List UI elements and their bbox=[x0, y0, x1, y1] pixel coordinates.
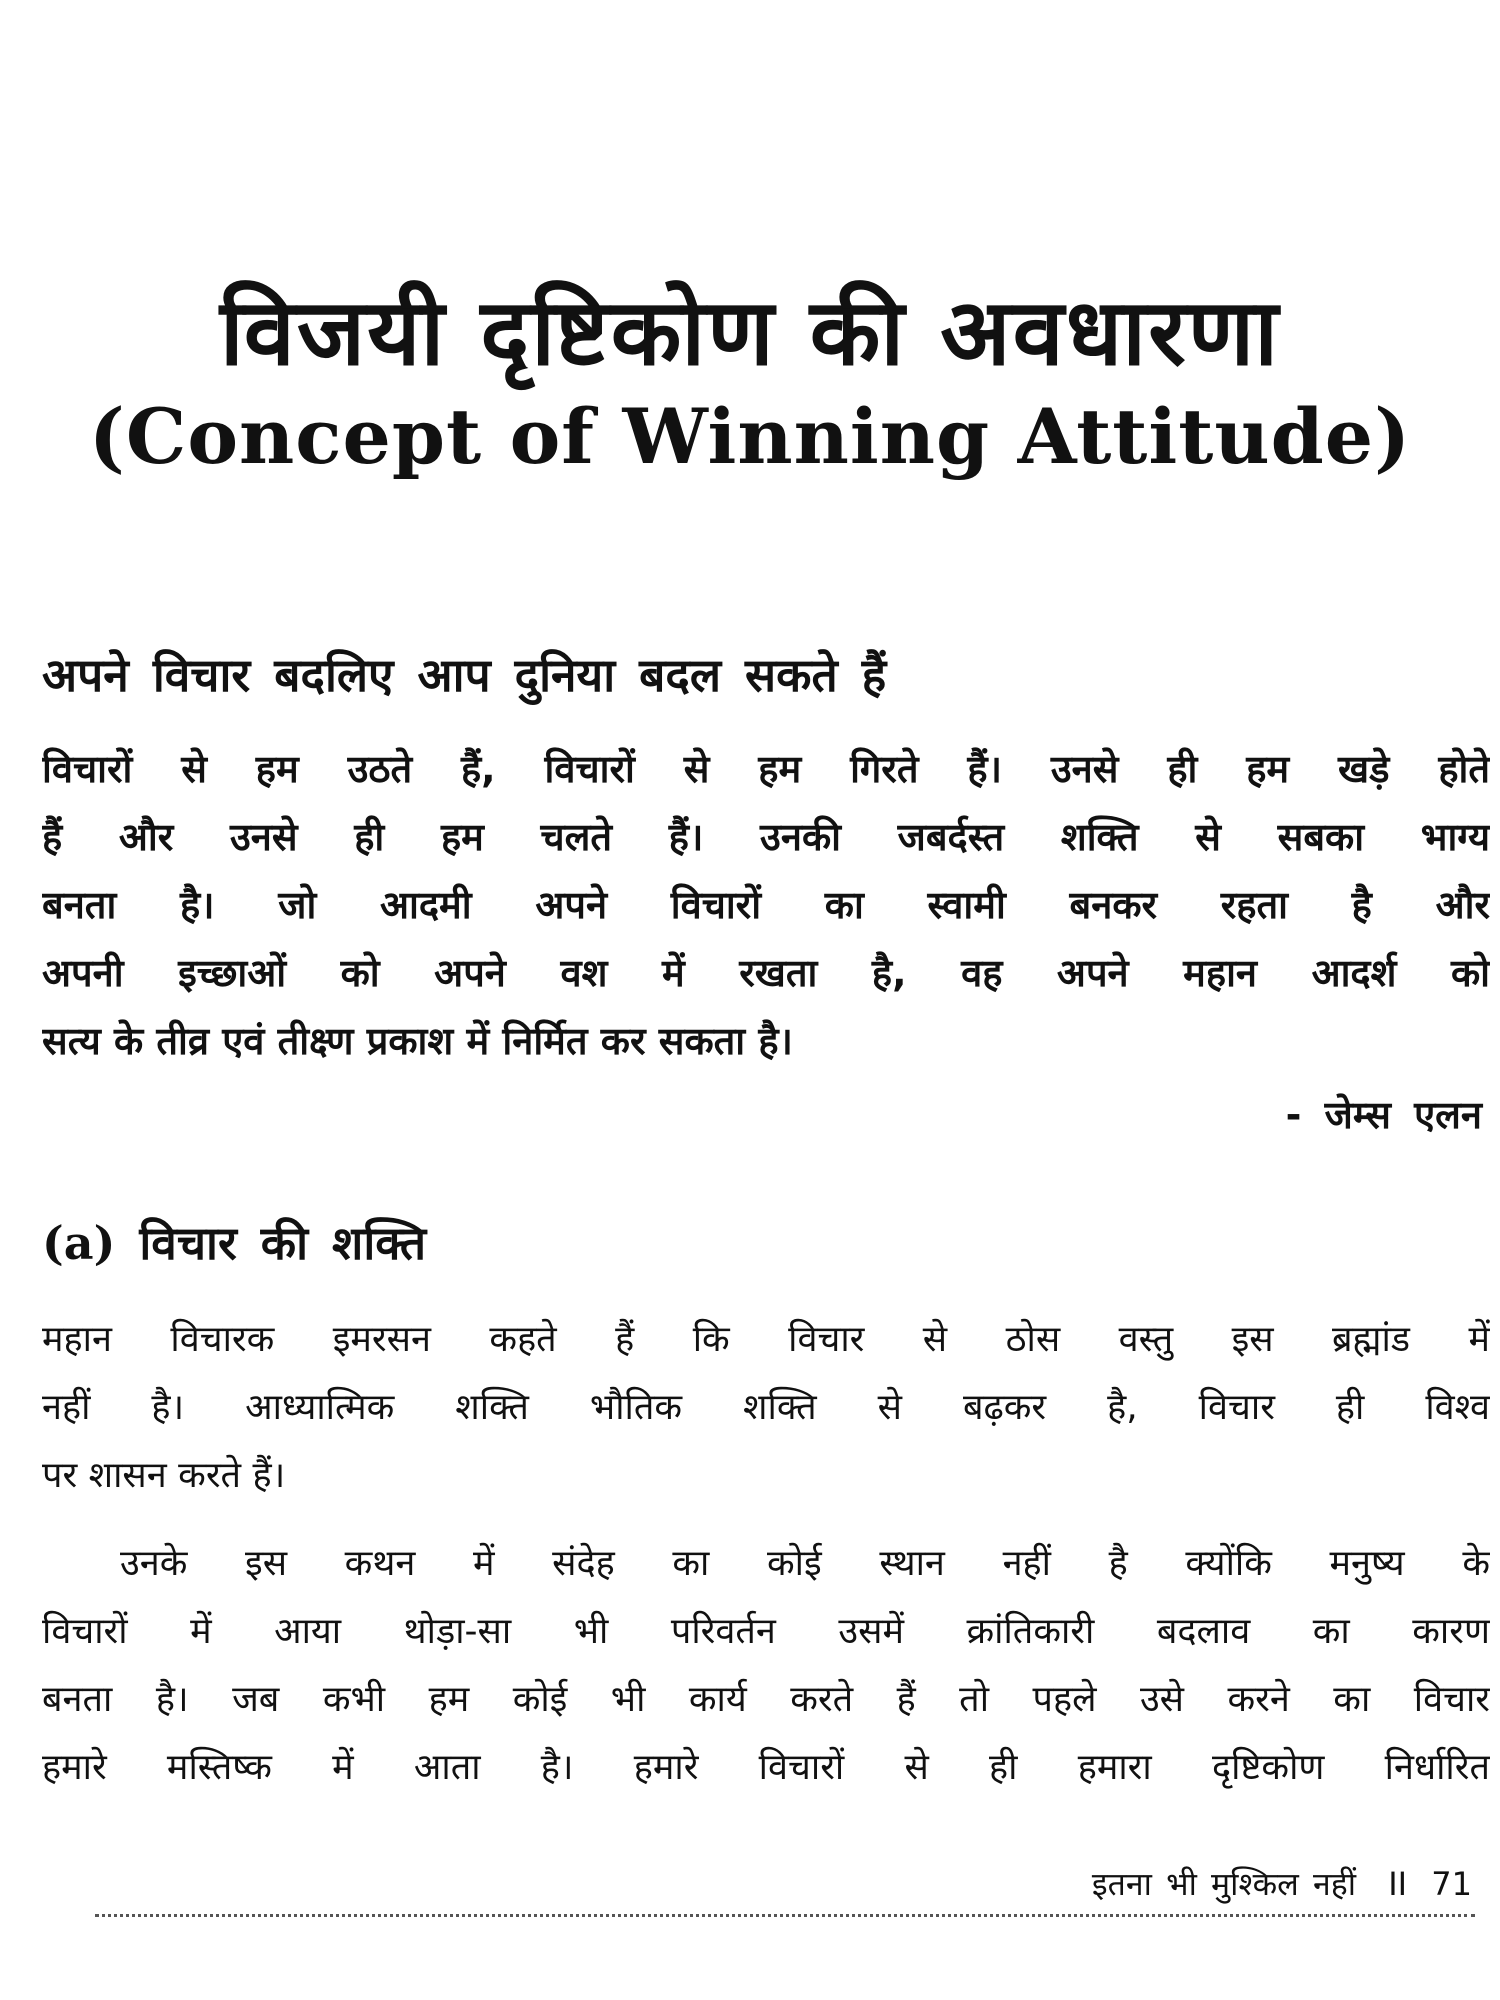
paragraph-line: महान विचारक इमरसन कहते हैं कि विचार से ठोस वस्तु इस ब्रह्मांड में bbox=[42, 1319, 1490, 1360]
subsection-heading bbox=[42, 1213, 426, 1273]
quote-line: विचारों से हम उठते हैं, विचारों से हम गिरते हैं। उनसे ही हम खड़े होते bbox=[42, 747, 1490, 791]
footer-separator: II bbox=[1388, 1865, 1408, 1903]
paragraph-line: पर शासन करते हैं। bbox=[42, 1455, 286, 1496]
paragraph-line: उनके इस कथन में संदेह का कोई स्थान नहीं है क्योंकि मनुष्य के bbox=[120, 1543, 1490, 1584]
paragraph-line: विचारों में आया थोड़ा-सा भी परिवर्तन उसमें क्रांतिकारी बदलाव का कारण bbox=[42, 1611, 1490, 1652]
chapter-title-english: (Concept of Winning Attitude) bbox=[88, 392, 1412, 481]
paragraph-line: बनता है। जब कभी हम कोई भी कार्य करते हैं तो पहले उसे करने का विचार bbox=[42, 1679, 1490, 1720]
section-heading: अपने विचार बदलिए आप दुनिया बदल सकते हैं bbox=[42, 648, 887, 702]
paragraph-line: नहीं है। आध्यात्मिक शक्ति भौतिक शक्ति से बढ़कर है, विचार ही विश्व bbox=[42, 1387, 1490, 1428]
footer-book-title: इतना भी मुश्किल नहीं bbox=[1091, 1865, 1357, 1903]
chapter-title-hindi: विजयी दृष्टिकोण की अवधारणा bbox=[219, 279, 1281, 386]
quote-line: सत्य के तीव्र एवं तीक्ष्ण प्रकाश में निर्मित कर सकता है। bbox=[42, 1019, 793, 1063]
quote-line: हैं और उनसे ही हम चलते हैं। उनकी जबर्दस्त शक्ति से सबका भाग्य bbox=[42, 815, 1490, 859]
quote-line: बनता है। जो आदमी अपने विचारों का स्वामी बनकर रहता है और bbox=[42, 883, 1490, 927]
quote-attribution: - जेम्स एलन bbox=[1285, 1093, 1482, 1137]
subsection-title: विचार की शक्ति bbox=[139, 1216, 427, 1270]
page-footer bbox=[1092, 1862, 1472, 1906]
subsection-label: (a) bbox=[42, 1216, 116, 1270]
quote-line: अपनी इच्छाओं को अपने वश में रखता है, वह अपने महान आदर्श को bbox=[42, 951, 1490, 995]
paragraph-line: हमारे मस्तिष्क में आता है। हमारे विचारों से ही हमारा दृष्टिकोण निर्धारित bbox=[42, 1747, 1490, 1788]
footer-divider bbox=[95, 1914, 1475, 1917]
page-number: 71 bbox=[1431, 1865, 1472, 1903]
